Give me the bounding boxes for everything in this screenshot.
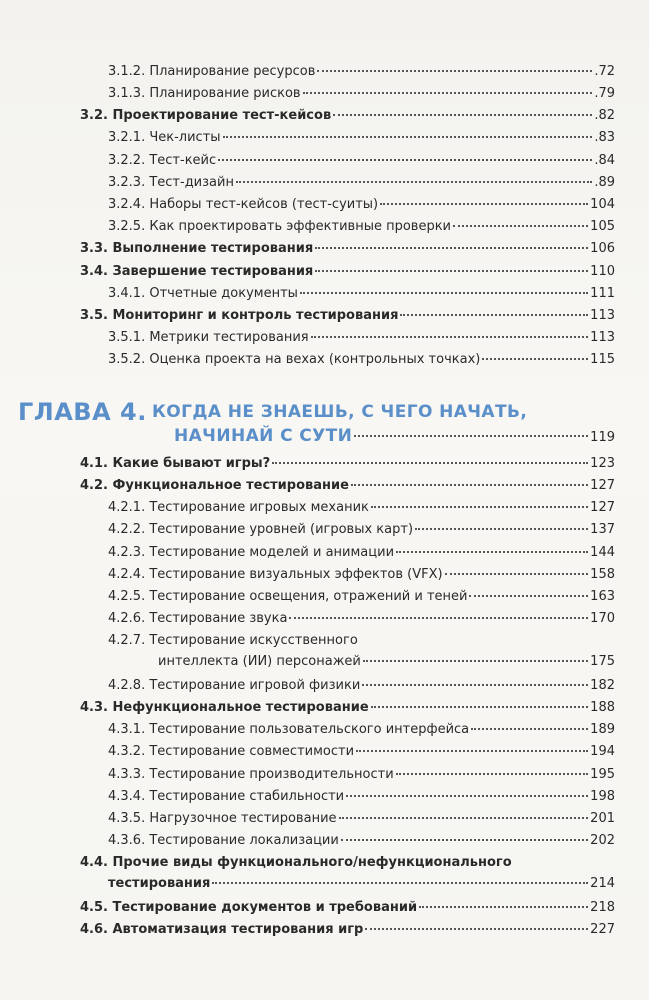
toc-entry-label: 4.1. Какие бывают игры? <box>80 456 271 471</box>
dot-leader <box>396 772 589 775</box>
toc-entry-3-4 <box>80 262 615 282</box>
toc-entry-4-2-8 <box>108 676 615 696</box>
toc-entry-page: 163 <box>590 589 615 604</box>
dot-leader <box>471 727 588 730</box>
toc-entry-label: 3.3. Выполнение тестирования <box>80 241 314 256</box>
toc-entry-page: 214 <box>590 876 615 891</box>
dot-leader <box>365 927 588 930</box>
dot-leader <box>354 434 588 437</box>
toc-entry-label: 4.3.2. Тестирование совместимости <box>108 744 355 759</box>
toc-entry-label: 4.2.6. Тестирование звука <box>108 611 288 626</box>
toc-entry-page: 175 <box>590 654 615 669</box>
toc-entry-label: интеллекта (ИИ) персонажей <box>158 654 361 669</box>
toc-entry-3-2-3 <box>108 173 615 193</box>
toc-entry-label: 3.2.2. Тест-кейс <box>108 153 217 168</box>
toc-entry-page: 127 <box>590 500 615 515</box>
toc-entry-4-3-5 <box>108 809 615 829</box>
dot-leader <box>453 224 588 227</box>
toc-entry-label: 4.3. Нефункциональное тестирование <box>80 700 369 715</box>
toc-entry-page: 106 <box>590 241 615 256</box>
toc-entry-page: 104 <box>590 197 615 212</box>
toc-entry-page: .82 <box>594 108 615 123</box>
toc-entry-page: .84 <box>594 153 615 168</box>
toc-entry-page: 201 <box>590 811 615 826</box>
toc-entry-4-3-4 <box>108 787 615 807</box>
toc-entry-label: 3.5. Мониторинг и контроль тестирования <box>80 308 399 323</box>
toc-entry-label: 4.3.6. Тестирование локализации <box>108 833 339 848</box>
toc-entry-label: 4.2.3. Тестирование моделей и анимации <box>108 545 395 560</box>
toc-entry-4-3 <box>80 698 615 718</box>
toc-entry-page: 105 <box>590 219 615 234</box>
toc-entry-3-2-4 <box>108 195 615 215</box>
dot-leader <box>303 91 593 94</box>
chapter-page: 119 <box>590 430 615 445</box>
toc-entry-3-3 <box>80 239 615 259</box>
dot-leader <box>289 616 588 619</box>
toc-entry-3-1-3 <box>108 84 615 104</box>
toc-entry-4-2-1 <box>108 498 615 518</box>
dot-leader <box>300 291 588 294</box>
toc-entry-label: 4.2.5. Тестирование освещения, отражений и теней <box>108 589 468 604</box>
toc-entry-page: .89 <box>594 175 615 190</box>
toc-entry-3-4-1 <box>108 284 615 304</box>
dot-leader <box>400 313 588 316</box>
toc-entry-4-2 <box>80 476 615 496</box>
toc-entry-4-4-line1: 4.4. Прочие виды функционального/нефункционального <box>80 855 512 870</box>
dot-leader <box>356 749 588 752</box>
toc-entry-page: 188 <box>590 700 615 715</box>
dot-leader <box>317 69 592 72</box>
toc-entry-page: 202 <box>590 833 615 848</box>
toc-entry-label: 4.2.8. Тестирование игровой физики <box>108 678 361 693</box>
toc-entry-page: 158 <box>590 567 615 582</box>
toc-entry-page: .83 <box>594 130 615 145</box>
toc-entry-page: 123 <box>590 456 615 471</box>
toc-entry-page: 227 <box>590 922 615 937</box>
toc-entry-page: 113 <box>590 330 615 345</box>
toc-entry-label: 3.2. Проектирование тест-кейсов <box>80 108 332 123</box>
toc-entry-label: 4.2.2. Тестирование уровней (игровых карт) <box>108 522 414 537</box>
toc-entry-4-3-3 <box>108 765 615 785</box>
toc-entry-label: 4.2.4. Тестирование визуальных эффектов (VFX) <box>108 567 443 582</box>
toc-entry-page: 127 <box>590 478 615 493</box>
toc-entry-4-1 <box>80 454 615 474</box>
toc-entry-3-5 <box>80 306 615 326</box>
toc-entry-3-5-1 <box>108 328 615 348</box>
dot-leader <box>315 246 588 249</box>
dot-leader <box>445 572 589 575</box>
toc-entry-4-3-1 <box>108 720 615 740</box>
dot-leader <box>339 816 589 819</box>
dot-leader <box>371 505 588 508</box>
toc-entry-3-2-5 <box>108 217 615 237</box>
dot-leader <box>396 550 588 553</box>
toc-entry-label: тестирования <box>108 876 211 891</box>
dot-leader <box>380 202 588 205</box>
toc-entry-page: .79 <box>594 86 615 101</box>
toc-entry-4-2-2 <box>108 520 615 540</box>
toc-entry-4-3-6 <box>108 831 615 851</box>
toc-entry-page: 218 <box>590 900 615 915</box>
toc-entry-page: 137 <box>590 522 615 537</box>
toc-entry-label: 3.1.3. Планирование рисков <box>108 86 301 101</box>
dot-leader <box>415 527 588 530</box>
toc-entry-page: 110 <box>590 264 615 279</box>
toc-entry-3-2-1 <box>108 128 615 148</box>
toc-entry-label: 3.5.1. Метрики тестирования <box>108 330 309 345</box>
toc-entry-4-2-7 <box>158 652 615 672</box>
dot-leader <box>315 269 588 272</box>
dot-leader <box>371 705 589 708</box>
toc-entry-page: 113 <box>590 308 615 323</box>
toc-entry-label: 3.2.5. Как проектировать эффективные проверки <box>108 219 452 234</box>
toc-entry-4-2-4 <box>108 565 615 585</box>
dot-leader <box>218 158 592 161</box>
dot-leader <box>482 357 588 360</box>
toc-entry-label: 4.3.4. Тестирование стабильности <box>108 789 345 804</box>
toc-entry-page: .72 <box>594 64 615 79</box>
chapter-title-line2: НАЧИНАЙ С СУТИ <box>174 426 353 446</box>
toc-entry-page: 194 <box>590 744 615 759</box>
toc-entry-label: 4.2.1. Тестирование игровых механик <box>108 500 369 515</box>
toc-entry-3-5-2 <box>108 350 615 370</box>
toc-entry-3-1-2 <box>108 62 615 82</box>
toc-entry-page: 144 <box>590 545 615 560</box>
toc-entry-page: 170 <box>590 611 615 626</box>
toc-entry-page: 189 <box>590 722 615 737</box>
dot-leader <box>351 483 588 486</box>
dot-leader <box>311 335 589 338</box>
dot-leader <box>346 794 588 797</box>
toc-entry-page: 198 <box>590 789 615 804</box>
toc-entry-label: 3.1.2. Планирование ресурсов <box>108 64 316 79</box>
dot-leader <box>212 881 588 884</box>
toc-entry-4-2-7-line1: 4.2.7. Тестирование искусственного <box>108 633 358 648</box>
dot-leader <box>272 461 588 464</box>
toc-entry-label: 3.2.4. Наборы тест-кейсов (тест-суиты) <box>108 197 379 212</box>
toc-entry-label: 3.4.1. Отчетные документы <box>108 286 298 301</box>
toc-entry-4-6 <box>80 920 615 940</box>
chapter-number: ГЛАВА 4. <box>18 398 147 426</box>
toc-entry-4-3-2 <box>108 742 615 762</box>
dot-leader <box>223 135 593 138</box>
dot-leader <box>341 838 588 841</box>
toc-entry-4-2-5 <box>108 587 615 607</box>
toc-entry-label: 4.3.3. Тестирование производительности <box>108 767 394 782</box>
dot-leader <box>362 683 588 686</box>
toc-entry-4-2-3 <box>108 543 615 563</box>
dot-leader <box>419 905 588 908</box>
toc-entry-3-2-2 <box>108 151 615 171</box>
dot-leader <box>363 659 588 662</box>
dot-leader <box>333 113 592 116</box>
toc-entry-label: 4.3.1. Тестирование пользовательского интерфейса <box>108 722 470 737</box>
toc-entry-label: 3.5.2. Оценка проекта на вехах (контрольных точках) <box>108 352 481 367</box>
toc-entry-page: 182 <box>590 678 615 693</box>
toc-entry-page: 115 <box>590 352 615 367</box>
toc-entry-label: 3.2.1. Чек-листы <box>108 130 221 145</box>
toc-entry-3-2 <box>80 106 615 126</box>
toc-entry-4-2-6 <box>108 609 615 629</box>
chapter-title-row <box>174 424 615 448</box>
toc-entry-label: 4.6. Автоматизация тестирования игр <box>80 922 364 937</box>
chapter-title-line1: КОГДА НЕ ЗНАЕШЬ, С ЧЕГО НАЧАТЬ, <box>152 402 528 422</box>
toc-entry-4-4 <box>108 874 615 894</box>
toc-entry-label: 3.2.3. Тест-дизайн <box>108 175 234 190</box>
toc-entry-4-5 <box>80 898 615 918</box>
toc-entry-label: 4.3.5. Нагрузочное тестирование <box>108 811 337 826</box>
toc-entry-label: 4.2. Функциональное тестирование <box>80 478 349 493</box>
toc-entry-label: 3.4. Завершение тестирования <box>80 264 314 279</box>
toc-entry-label: 4.5. Тестирование документов и требований <box>80 900 418 915</box>
dot-leader <box>469 594 588 597</box>
toc-entry-page: 111 <box>590 286 615 301</box>
dot-leader <box>236 180 592 183</box>
toc-entry-page: 195 <box>590 767 615 782</box>
